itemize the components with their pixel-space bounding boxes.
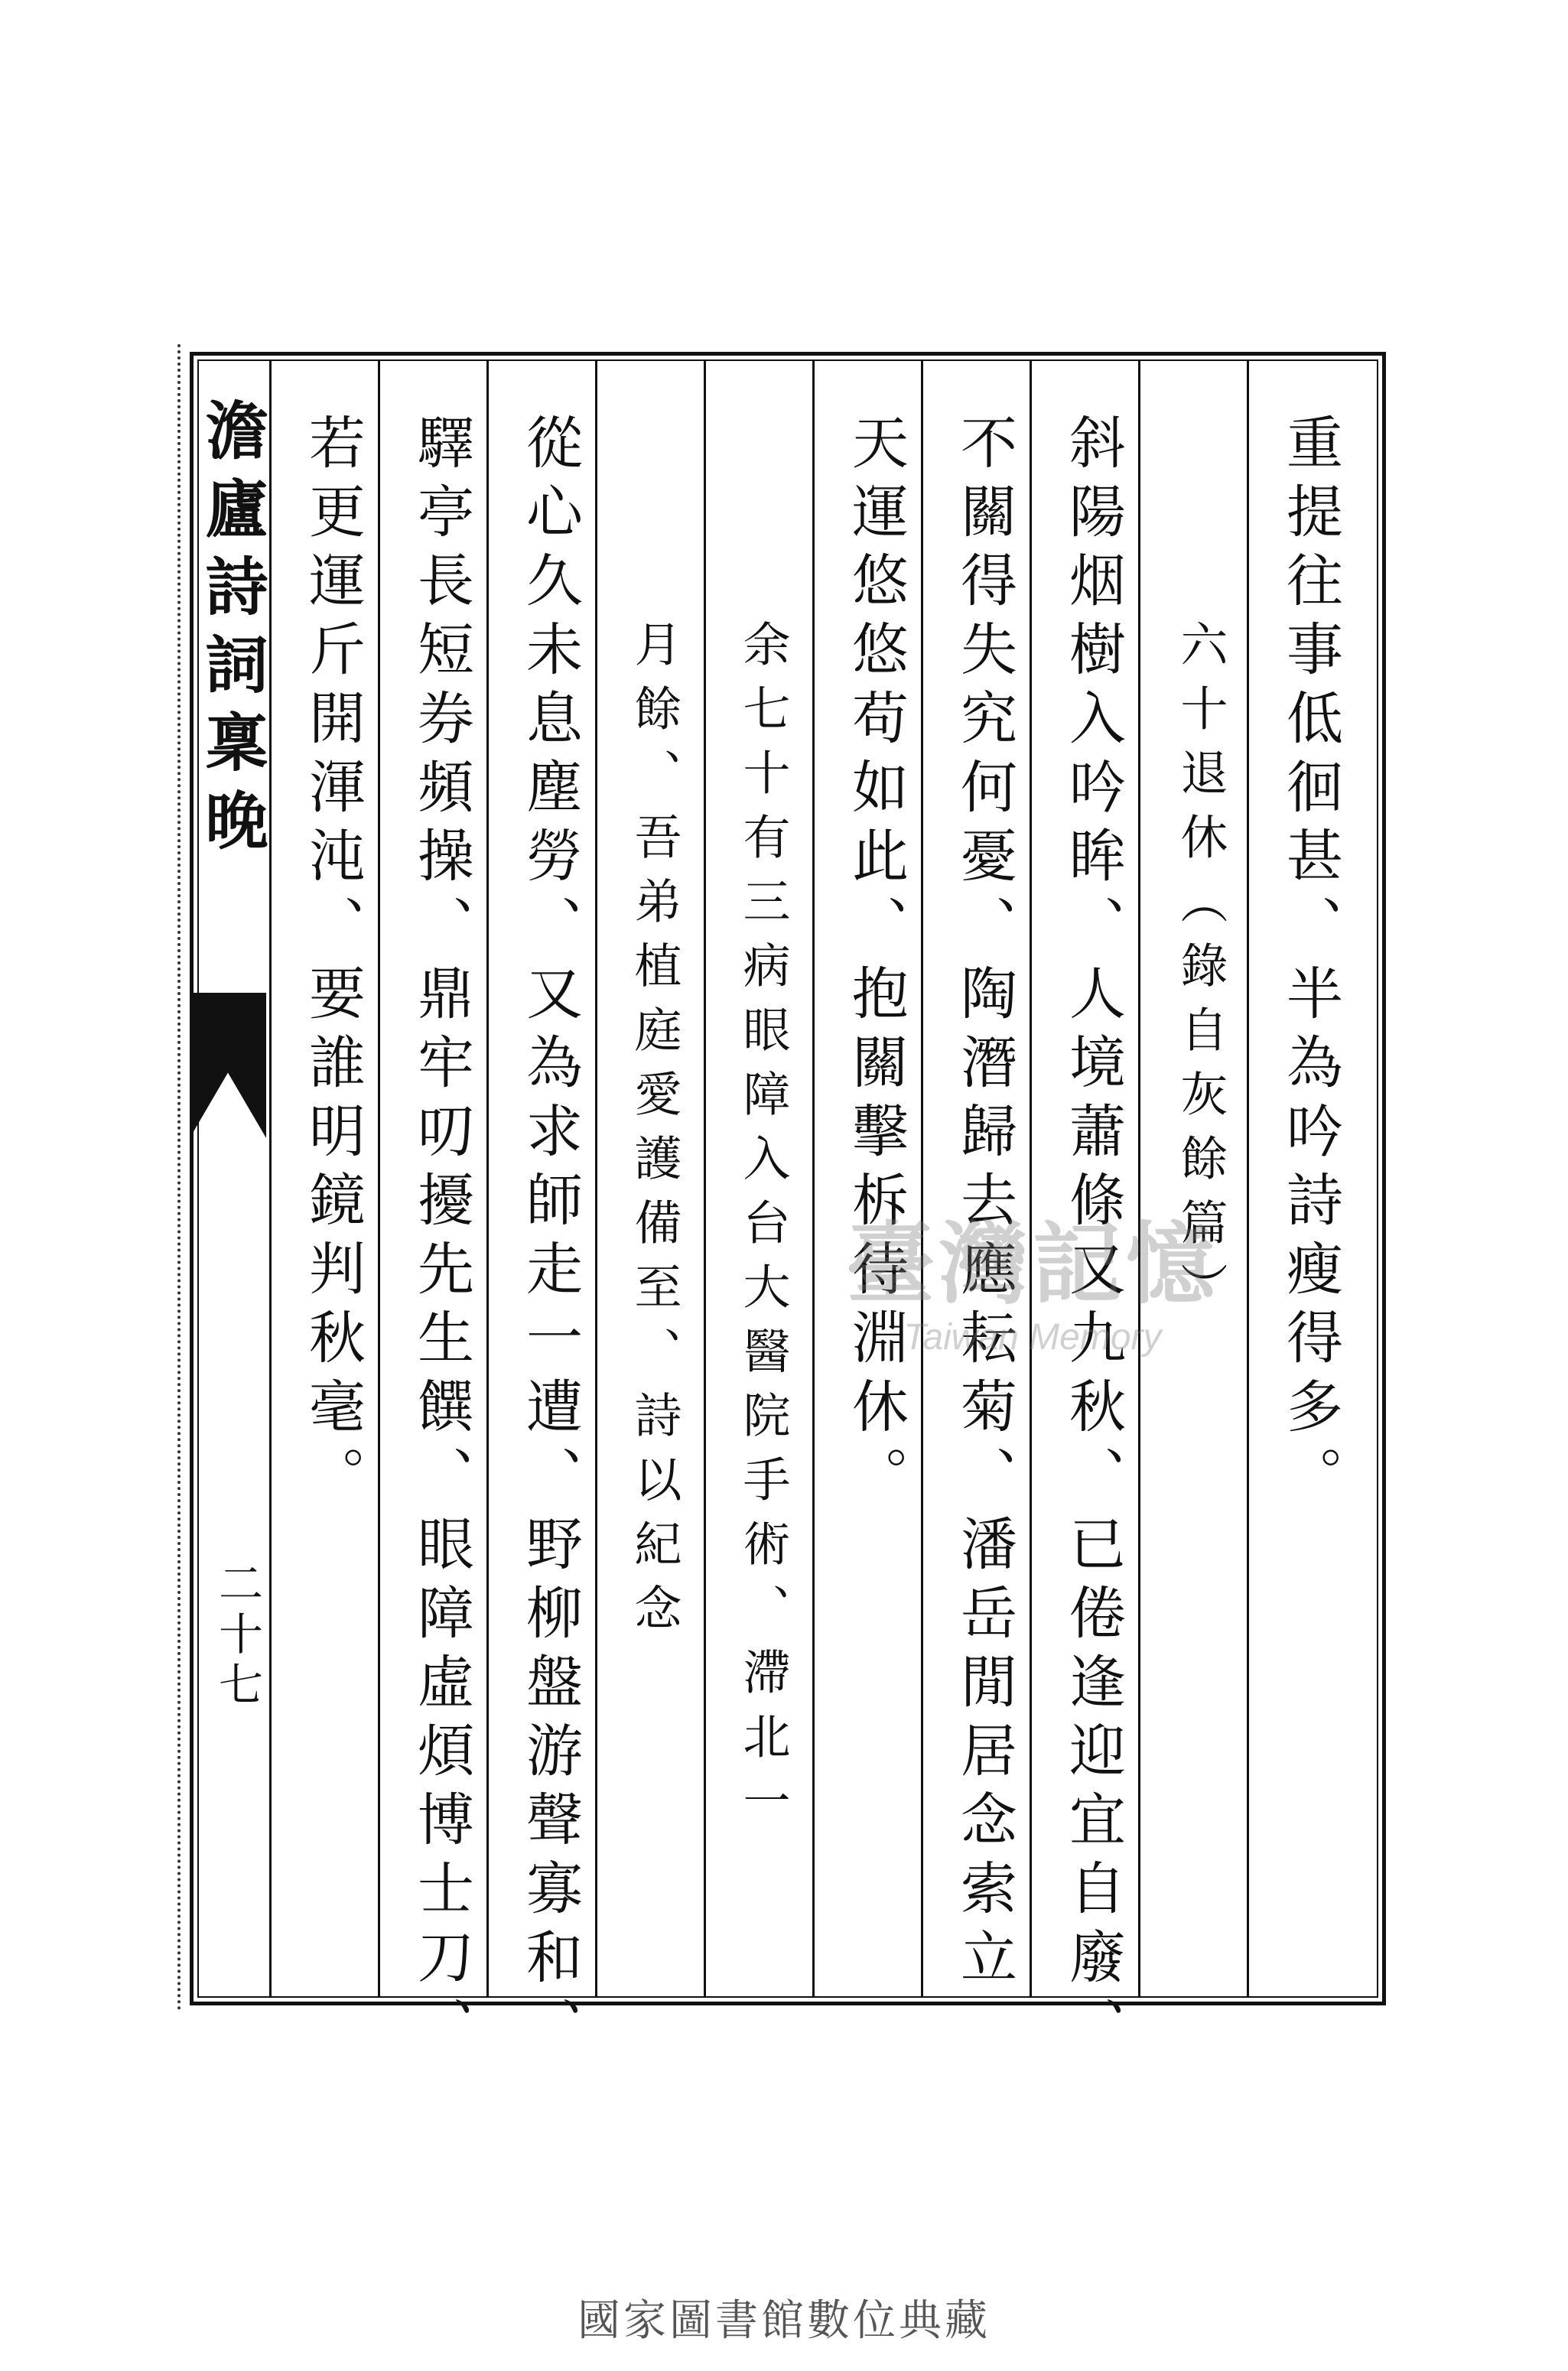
- page-edge-dots: [177, 344, 187, 2012]
- text-column-7: 月餘、吾弟植庭愛護備至、詩以紀念: [626, 620, 682, 1647]
- column-divider: [1138, 361, 1140, 1996]
- watermark-english: Taiwan Memory: [903, 1317, 1162, 1358]
- text-column-8: 從心久未息塵勞、又為求師走一遭、野柳盤游聲寡和、: [517, 413, 583, 2065]
- text-column-10: 若更運斤開渾沌、要誰明鏡判秋毫。: [300, 413, 366, 1514]
- column-divider: [812, 361, 815, 1996]
- watermark-chinese: 臺灣記憶: [846, 1212, 1219, 1316]
- column-divider: [378, 361, 380, 1996]
- column-divider: [595, 361, 597, 1996]
- column-divider: [1247, 361, 1249, 1996]
- page-number: 二十七: [211, 1560, 263, 1712]
- column-divider: [269, 361, 272, 1996]
- book-margin-title: 澹廬詩詞稟晚: [195, 398, 268, 866]
- text-column-5: 天運悠悠苟如此、抱關擊柝待淵休。: [843, 413, 909, 1514]
- footer-caption: 國家圖書館數位典藏: [577, 2296, 991, 2346]
- text-column-2: 六十退休（錄自灰餘篇）: [1173, 620, 1228, 1326]
- column-divider: [486, 361, 489, 1996]
- text-column-3: 斜陽烟樹入吟眸、人境蕭條又九秋、已倦逢迎宜自廢、: [1060, 413, 1126, 2065]
- text-column-6: 余七十有三病眼障入台大醫院手術、滯北一: [735, 620, 791, 1840]
- text-column-4: 不關得失究何憂、陶潛歸去應耘菊、潘岳閒居念索立: [952, 413, 1017, 1996]
- column-divider: [921, 361, 923, 1996]
- column-divider: [704, 361, 706, 1996]
- text-column-1: 重提往事低徊甚、半為吟詩瘦得多。: [1277, 413, 1343, 1514]
- text-column-9: 驛亭長短券頻操、鼎牢叨擾先生饌、眼障虛煩博士刀、: [408, 413, 474, 2065]
- column-divider: [1030, 361, 1032, 1996]
